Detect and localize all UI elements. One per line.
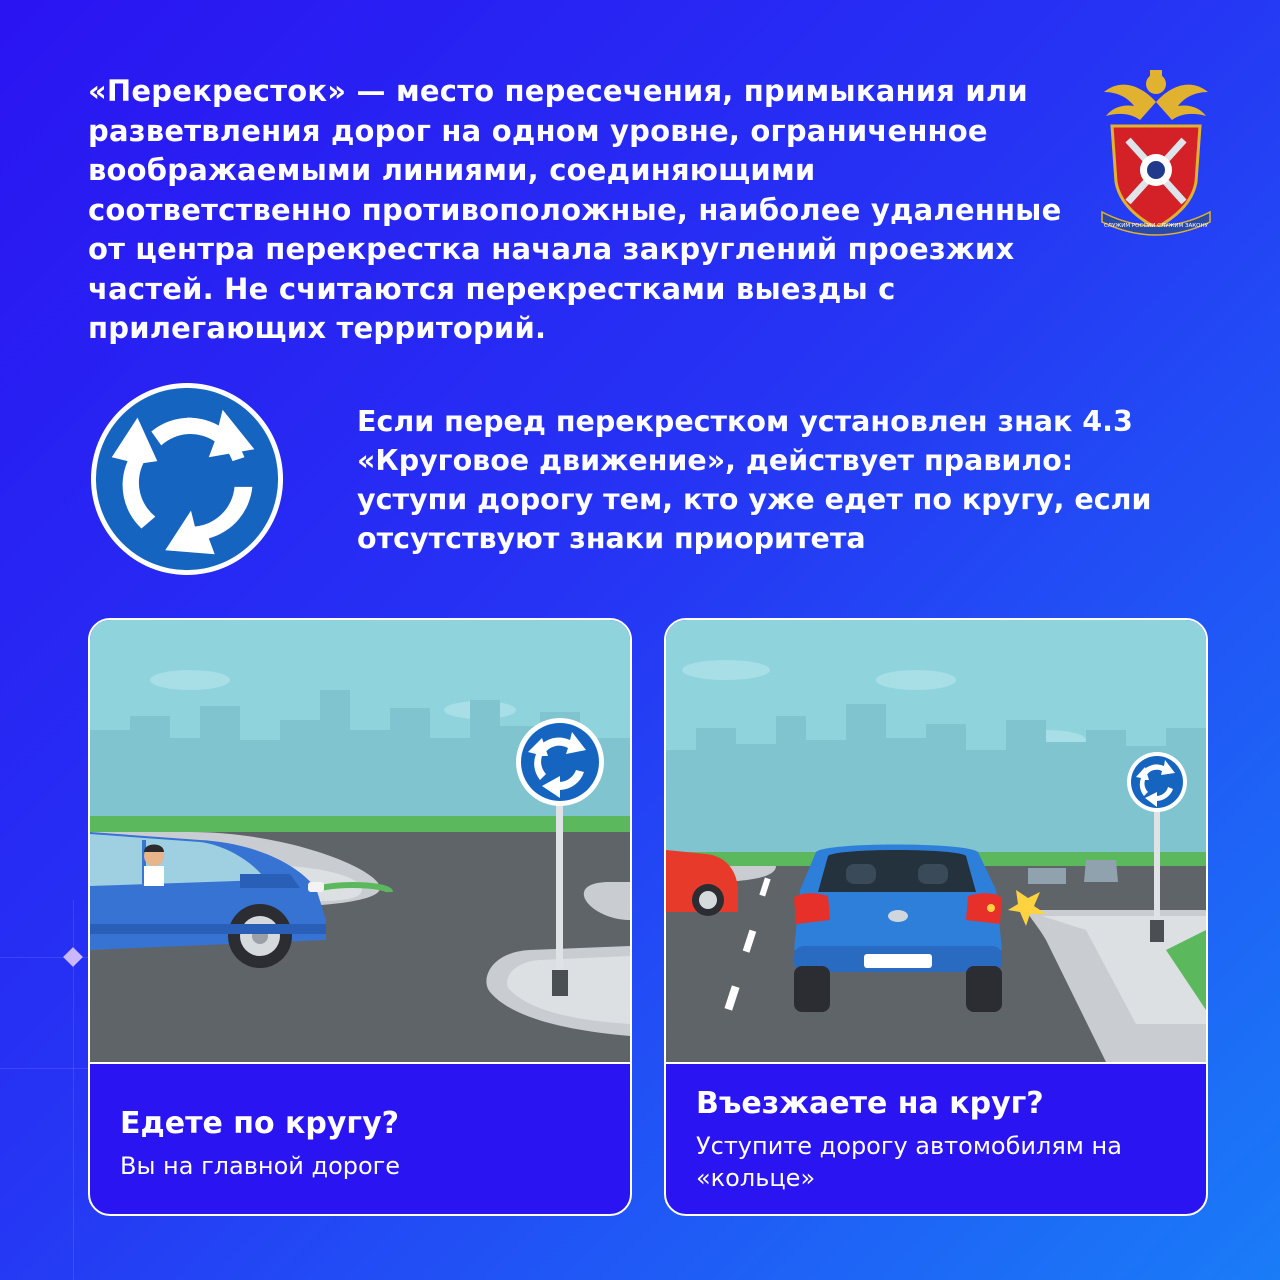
roundabout-rule-text: Если перед перекрестком установлен знак 4.3 «Круговое движение», действует правило: уступи дорогу тем, кто уже едет по кругу, если отсутствуют знаки приоритета (357, 405, 1152, 555)
decorative-diamond-icon (63, 947, 83, 967)
card-entering-roundabout (664, 618, 1208, 1216)
right-card-subtitle: Уступите дорогу автомобилям на «кольце» (696, 1132, 1122, 1192)
left-card-caption (90, 1062, 630, 1214)
emblem-ribbon-text: СЛУЖИМ РОССИИ СЛУЖИМ ЗАКОНУ (1103, 223, 1209, 229)
police-emblem-icon (1098, 62, 1214, 242)
right-card-caption (666, 1062, 1206, 1214)
roundabout-car-illustration (90, 620, 630, 1062)
right-card-title: Въезжаете на круг? (696, 1086, 1044, 1121)
entering-roundabout-illustration (666, 620, 1206, 1062)
roundabout-sign-icon (88, 380, 286, 578)
left-card-subtitle: Вы на главной дороге (120, 1152, 401, 1180)
left-card-title: Едете по кругу? (120, 1106, 400, 1141)
intersection-definition-text: «Перекресток» — место пересечения, примыкания или разветвления дорог на одном уровне, ограниченное воображаемыми линиями, соединяющими соответственно противоположные, наиболее удаленные от центра перекрестка начала закруглений проезжих частей. Не считаются перекрестками выезды с прилегающих территорий. (88, 74, 1062, 345)
background-grid-line (0, 1068, 88, 1069)
card-driving-on-roundabout (88, 618, 632, 1216)
